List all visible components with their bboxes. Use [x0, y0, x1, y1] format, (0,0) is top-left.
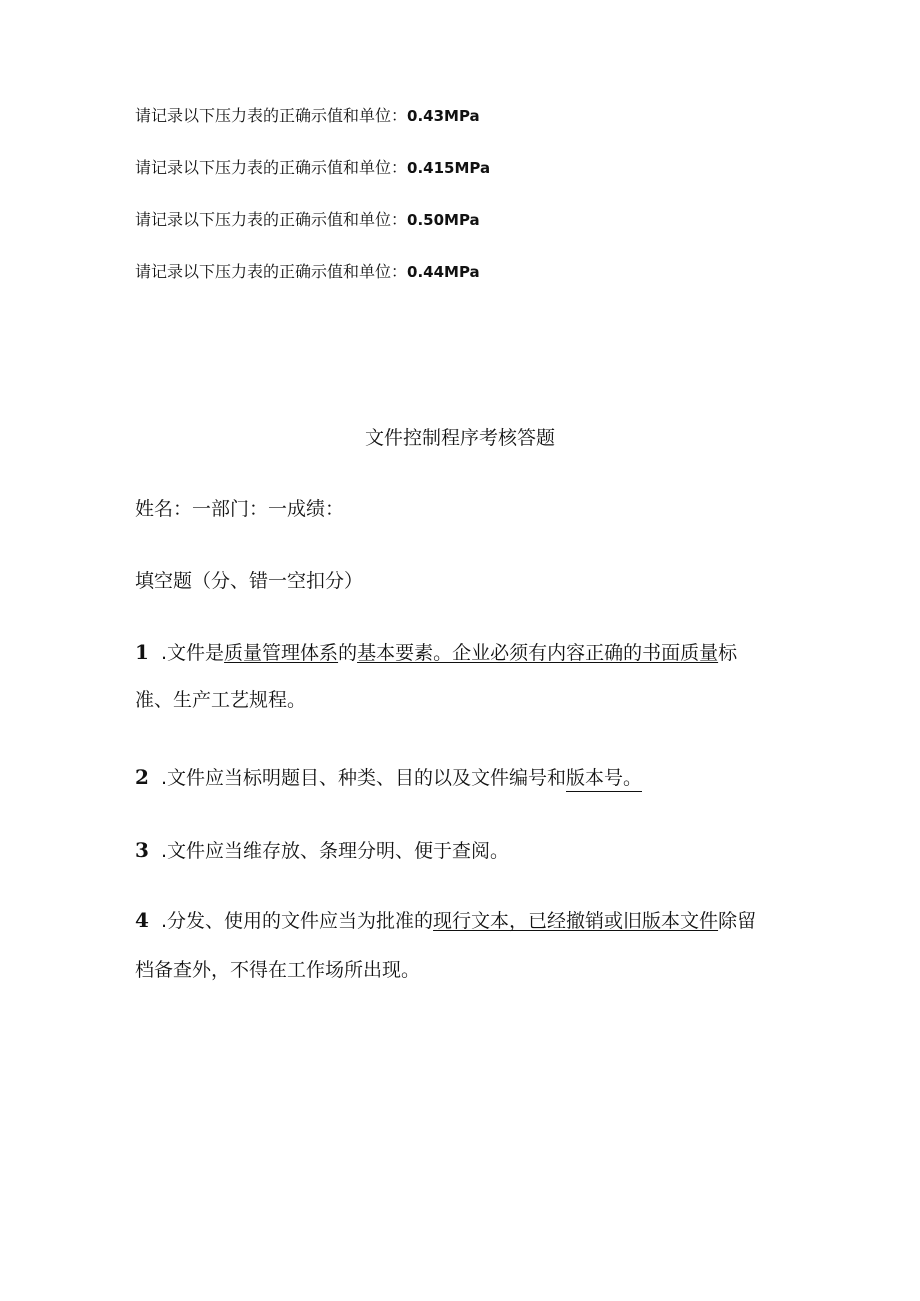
question-text: 的	[338, 642, 358, 664]
underlined-answer: 质量管理体系	[224, 642, 339, 664]
record-label: 请记录以下压力表的正确示值和单位：	[135, 158, 408, 177]
underlined-answer: 现行文本，已经撤销或旧版本文件	[433, 910, 719, 932]
question-1	[135, 638, 737, 667]
info-line: 姓名：一部门：一成绩：	[135, 498, 345, 520]
record-label: 请记录以下压力表的正确示值和单位：	[135, 106, 408, 125]
pressure-record-4	[135, 260, 480, 284]
question-number: 2	[135, 765, 149, 789]
question-text: .文件应当标明题目、种类、目的以及文件编号和	[161, 767, 567, 789]
pressure-record-3	[135, 208, 480, 232]
question-3	[135, 836, 509, 865]
section-heading: 填空题（分、错一空扣分）	[135, 570, 364, 592]
question-number: 1	[135, 640, 149, 664]
record-value: 0.43MPa	[407, 107, 480, 125]
pressure-record-2	[135, 156, 490, 180]
record-label: 请记录以下压力表的正确示值和单位：	[135, 210, 408, 229]
record-label: 请记录以下压力表的正确示值和单位：	[135, 262, 408, 281]
question-4-continuation: 档备查外，不得在工作场所出现。	[135, 959, 421, 981]
record-value: 0.415MPa	[407, 159, 491, 177]
question-number: 3	[135, 838, 149, 862]
question-text: 标	[718, 642, 738, 664]
underlined-answer: 版本号。	[566, 767, 642, 792]
question-4	[135, 906, 756, 935]
question-text: .文件是	[161, 642, 225, 664]
question-1-continuation: 准、生产工艺规程。	[135, 689, 307, 711]
question-number: 4	[135, 908, 149, 932]
question-text: 除留	[718, 910, 757, 932]
underlined-answer: 基本要素。企业必须有内容正确的书面质量	[357, 642, 719, 664]
question-text: .分发、使用的文件应当为批准的	[161, 910, 434, 932]
question-2	[135, 763, 642, 792]
question-text: .文件应当维存放、条理分明、便于查阅。	[161, 840, 510, 862]
pressure-record-1	[135, 104, 480, 128]
record-value: 0.44MPa	[407, 263, 480, 281]
page-title: 文件控制程序考核答题	[364, 427, 555, 449]
record-value: 0.50MPa	[407, 211, 480, 229]
